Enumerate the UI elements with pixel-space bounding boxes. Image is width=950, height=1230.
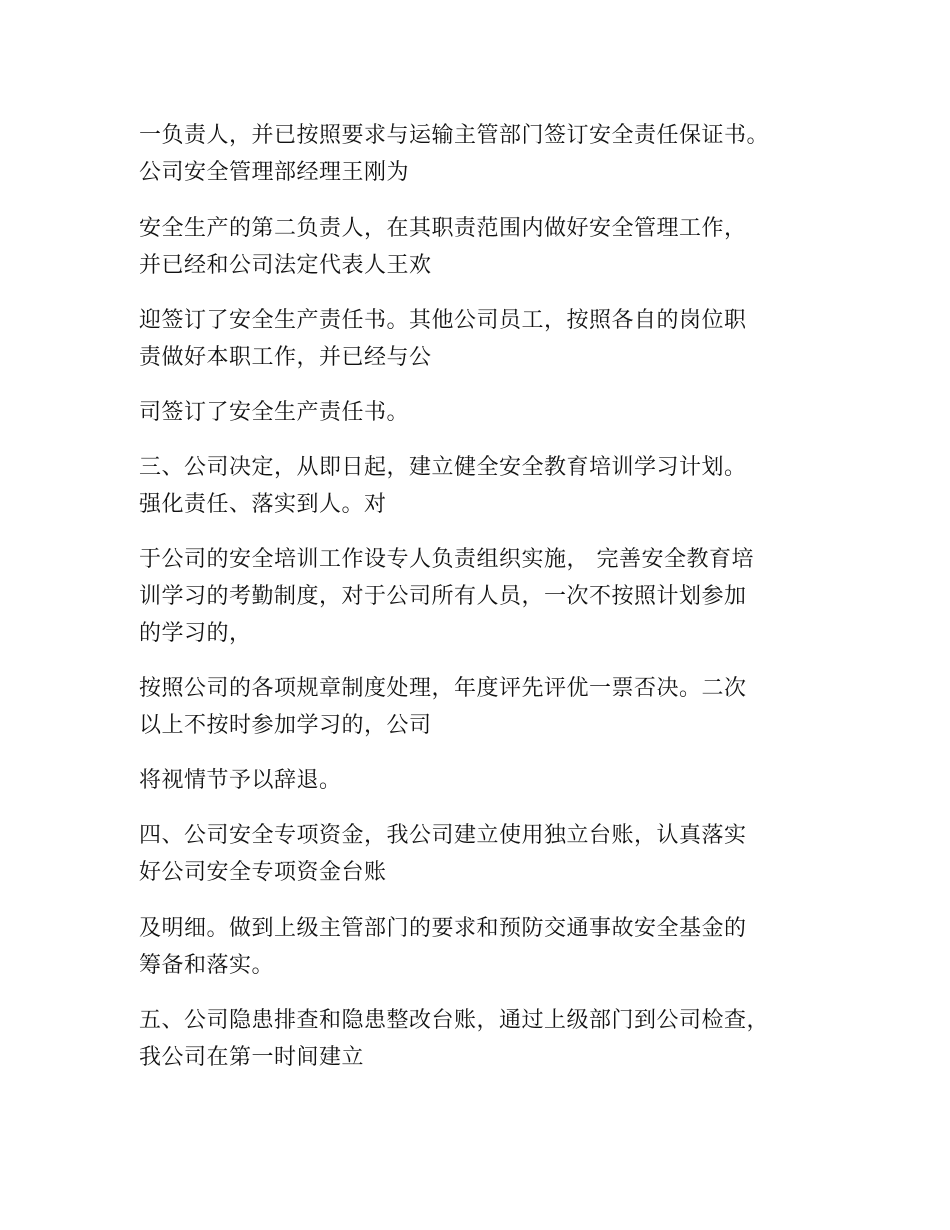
paragraph: [139, 394, 839, 431]
text-line: 以上不按时参加学习的，公司: [139, 713, 432, 738]
paragraph: [139, 210, 839, 284]
text-line: 并已经和公司法定代表人王欢: [139, 253, 432, 278]
text-line: 四、公司安全专项资金，我公司建立使用独立台账，认真落实: [139, 823, 747, 848]
text-line: 好公司安全专项资金台账: [139, 860, 387, 885]
text-line: 于公司的安全培训工作设专人负责组织实施， 完善安全教育培: [139, 547, 754, 572]
paragraph: [139, 541, 839, 652]
text-line: 强化责任、落实到人。对: [139, 492, 387, 517]
text-line: 及明细。做到上级主管部门的要求和预防交通事故安全基金的: [139, 916, 747, 941]
paragraph: [139, 910, 839, 984]
text-line: 的学习的，: [139, 621, 252, 646]
text-line: 五、公司隐患排查和隐患整改台账，通过上级部门到公司检查，: [139, 1008, 770, 1033]
text-line: 将视情节予以辞退。: [139, 768, 342, 793]
text-line: 筹备和落实。: [139, 953, 275, 978]
text-line: 公司安全管理部经理王刚为: [139, 160, 410, 185]
paragraph: [139, 1002, 839, 1076]
paragraph: [139, 302, 839, 376]
paragraph: [139, 449, 839, 523]
text-line: 司签订了安全生产责任书。: [139, 400, 410, 425]
paragraph: [139, 817, 839, 891]
text-line: 迎签订了安全生产责任书。其他公司员工，按照各自的岗位职: [139, 308, 747, 333]
text-line: 一负责人，并已按照要求与运输主管部门签订安全责任保证书。: [139, 123, 770, 148]
text-line: 我公司在第一时间建立: [139, 1045, 365, 1070]
paragraph: [139, 670, 839, 744]
paragraph: [139, 762, 839, 799]
paragraph: [139, 117, 839, 191]
text-line: 责做好本职工作，并已经与公: [139, 345, 432, 370]
text-line: 按照公司的各项规章制度处理，年度评先评优一票否决。二次: [139, 676, 747, 701]
text-line: 训学习的考勤制度，对于公司所有人员，一次不按照计划参加: [139, 584, 747, 609]
text-line: 安全生产的第二负责人，在其职责范围内做好安全管理工作，: [139, 216, 747, 241]
text-line: 三、公司决定，从即日起，建立健全安全教育培训学习计划。: [139, 455, 747, 480]
